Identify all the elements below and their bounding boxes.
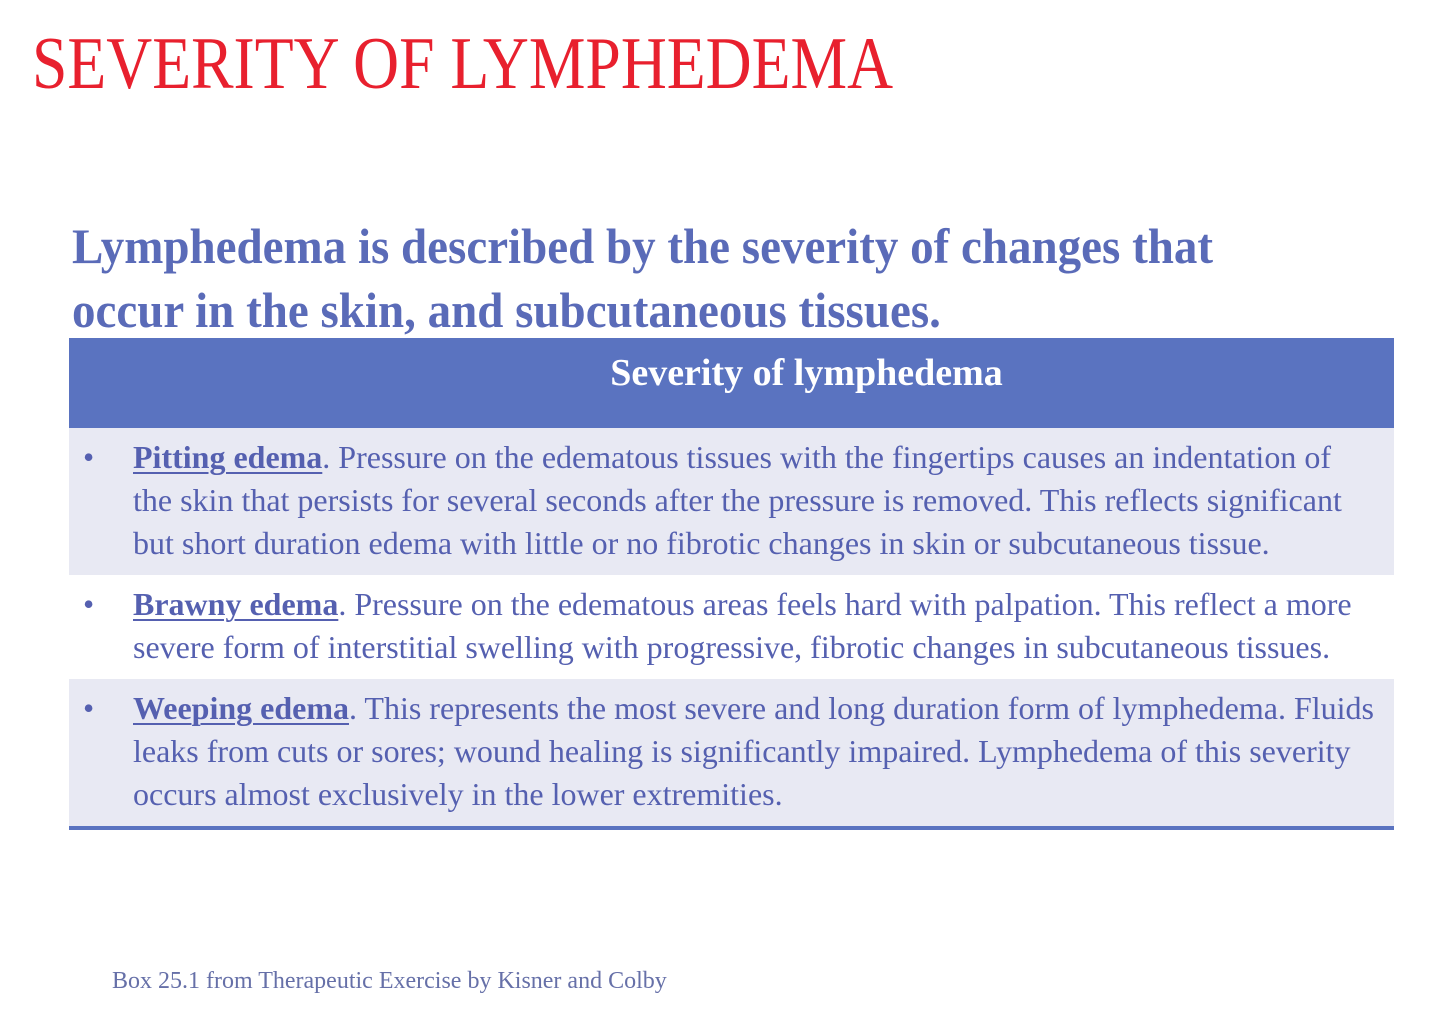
table-bottom-rule bbox=[69, 826, 1394, 830]
table-row-pitting bbox=[69, 428, 1394, 575]
table-header: Severity of lymphedema bbox=[69, 338, 1394, 428]
bullet-icon: • bbox=[83, 690, 95, 726]
bullet-icon: • bbox=[83, 439, 95, 475]
row-description: . Pressure on the edematous tissues with the fingertips causes an indentation of the skin that persists for several seconds after the pressure is removed. This reflects significant but short duration edema with little or no fibrotic changes in skin or subcutaneous tissue. bbox=[133, 439, 1342, 561]
severity-table bbox=[69, 338, 1394, 830]
row-description: . Pressure on the edematous areas feels hard with palpation. This reflect a more severe form of interstitial swelling with progressive, fibrotic changes in subcutaneous tissues. bbox=[133, 586, 1352, 665]
term-brawny-edema: Brawny edema bbox=[133, 586, 339, 622]
bullet-icon: • bbox=[83, 586, 95, 622]
term-weeping-edema: Weeping edema bbox=[133, 690, 349, 726]
slide-title: SEVERITY OF LYMPHEDEMA bbox=[32, 23, 894, 105]
row-description: . This represents the most severe and long duration form of lymphedema. Fluids leaks from cuts or sores; wound healing is significantly impaired. Lymphedema of this severity occurs almost exclusively in the lower extremities. bbox=[133, 690, 1374, 812]
table-row-weeping bbox=[69, 679, 1394, 826]
slide-subtitle: Lymphedema is described by the severity of changes that occur in the skin, and subcutaneous tissues. bbox=[72, 218, 1214, 338]
source-caption: Box 25.1 from Therapeutic Exercise by Kisner and Colby bbox=[112, 968, 667, 994]
term-pitting-edema: Pitting edema bbox=[133, 439, 323, 475]
table-row-brawny bbox=[69, 575, 1394, 679]
